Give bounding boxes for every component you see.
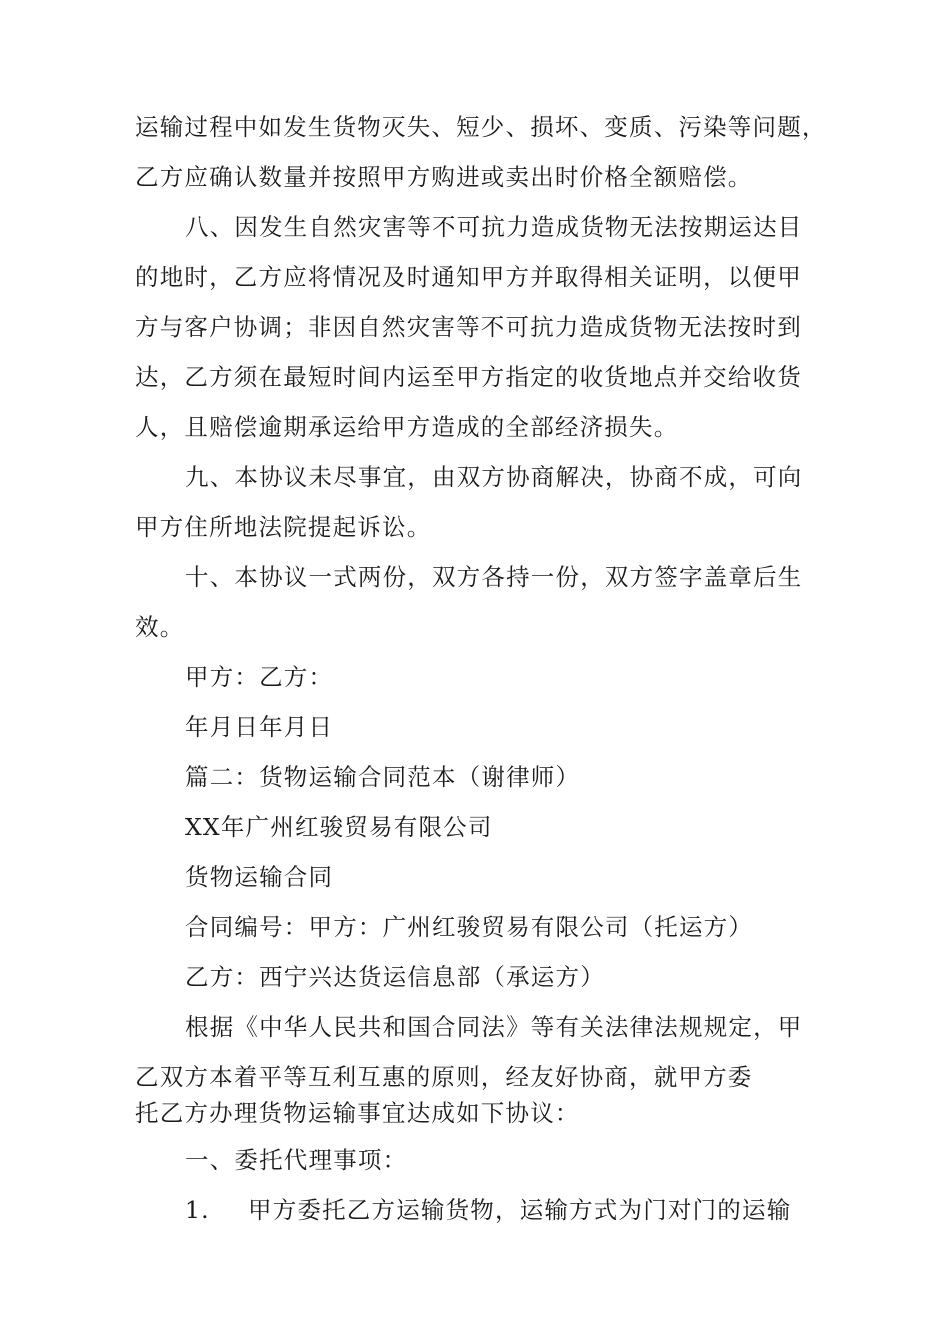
clause-10-line-2: 效。 (135, 613, 185, 641)
clause-8-line-4: 达，乙方须在最短时间内运至甲方指定的收货地点并交给收货 (135, 363, 802, 391)
section-title: 篇二：货物运输合同范本（谢律师） (185, 763, 581, 791)
clause-8-line-3: 方与客户协调；非因自然灾害等不可抗力造成货物无法按时到 (135, 313, 802, 341)
clause-8-line-1: 八、因发生自然灾害等不可抗力造成货物无法按期运达目 (185, 213, 803, 241)
section-1-heading: 一、委托代理事项： (185, 1146, 408, 1174)
item-text: 甲方委托乙方运输货物，运输方式为门对门的运输 (248, 1196, 792, 1224)
text-line-2: 乙方应确认数量并按照甲方购进或卖出时价格全额赔偿。 (135, 163, 753, 191)
clause-9-line-2: 甲方住所地法院提起诉讼。 (135, 513, 432, 541)
signature-dates: 年月日年月日 (185, 713, 334, 741)
preamble-line-3: 托乙方办理货物运输事宜达成如下协议： (135, 1099, 580, 1127)
clause-10-line-1: 十、本协议一式两份，双方各持一份，双方签字盖章后生 (185, 563, 803, 591)
signature-parties: 甲方：乙方： (185, 663, 334, 691)
contract-number-party-a: 合同编号：甲方：广州红骏贸易有限公司（托运方） (185, 913, 754, 941)
party-b: 乙方：西宁兴达货运信息部（承运方） (185, 963, 605, 991)
item-number: 1. (185, 1196, 210, 1224)
company-heading: XX年广州红骏贸易有限公司 (185, 813, 493, 841)
clause-8-line-2: 的地时，乙方应将情况及时通知甲方并取得相关证明，以便甲 (135, 263, 802, 291)
preamble-line-2: 乙双方本着平等互利互惠的原则，经友好协商，就甲方委 (135, 1063, 753, 1091)
preamble-line-1: 根据《中华人民共和国合同法》等有关法律法规规定，甲 (185, 1013, 803, 1041)
contract-title: 货物运输合同 (185, 863, 334, 891)
clause-9-line-1: 九、本协议未尽事宜，由双方协商解决，协商不成，可向 (185, 463, 803, 491)
text-line-1: 运输过程中如发生货物灭失、短少、损坏、变质、污染等问题， (135, 113, 827, 141)
clause-8-line-5: 人，且赔偿逾期承运给甲方造成的全部经济损失。 (135, 413, 679, 441)
